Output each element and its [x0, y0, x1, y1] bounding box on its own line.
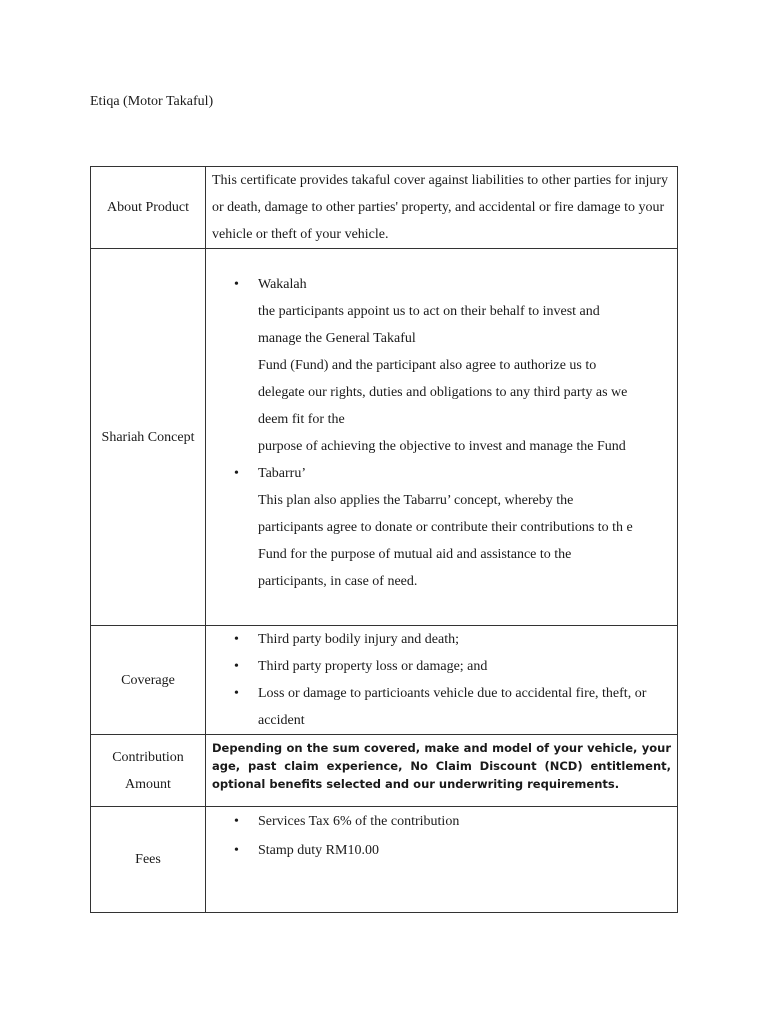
fee-item: • Services Tax 6% of the contribution [212, 807, 671, 836]
tabarru-line: participants agree to donate or contribute their contributions to th e [258, 520, 633, 535]
table-row-shariah [91, 249, 678, 626]
fees-cell [206, 807, 678, 913]
coverage-item: • Third party bodily injury and death; [212, 626, 671, 653]
bullet-wakalah: • Wakalah [212, 271, 671, 298]
wakalah-line: delegate our rights, duties and obligations to any third party as we [258, 385, 628, 400]
about-product-text: This certificate provides takaful cover against liabilities to other parties for injury or death, damage to other parties' property, and accidental or fire damage to your vehicle or theft of your vehicle. [206, 167, 678, 249]
label-fees: Fees [91, 807, 206, 913]
bullet-tabarru: • Tabarru’ [212, 460, 671, 487]
label-about-product: About Product [91, 167, 206, 249]
page-title: Etiqa (Motor Takaful) [90, 94, 214, 109]
tabarru-line: participants, in case of need. [258, 574, 418, 589]
contribution-amount-text: Depending on the sum covered, make and model of your vehicle, your age, past claim experience, No Claim Discount (NCD) entitlement, optional benefits selected and our underwriting requirements. [206, 735, 678, 807]
fee-item: • Stamp duty RM10.00 [212, 836, 671, 865]
table-row-about [91, 167, 678, 249]
label-contribution-amount [91, 735, 206, 807]
coverage-cell [206, 626, 678, 735]
shariah-concept-cell [206, 249, 678, 626]
table-row-coverage [91, 626, 678, 735]
wakalah-line: Fund (Fund) and the participant also agree to authorize us to [258, 358, 597, 373]
label-contribution-line2: Amount [125, 776, 171, 792]
label-contribution-line1: Contribution [112, 749, 184, 765]
tabarru-line: This plan also applies the Tabarru’ concept, whereby the [258, 493, 574, 508]
label-shariah-concept: Shariah Concept [91, 249, 206, 626]
coverage-item: • Loss or damage to particioants vehicle due to accidental fire, theft, or accident [212, 680, 671, 734]
tabarru-line: Fund for the purpose of mutual aid and assistance to the [258, 547, 572, 562]
wakalah-line: the participants appoint us to act on their behalf to invest and [258, 304, 600, 319]
label-coverage: Coverage [91, 626, 206, 735]
wakalah-line: manage the General Takaful [258, 331, 416, 346]
table-row-contribution [91, 735, 678, 807]
product-info-table [90, 166, 678, 913]
wakalah-line: deem fit for the [258, 412, 345, 427]
wakalah-line: purpose of achieving the objective to invest and manage the Fund [258, 439, 626, 454]
coverage-item: • Third party property loss or damage; and [212, 653, 671, 680]
table-row-fees [91, 807, 678, 913]
